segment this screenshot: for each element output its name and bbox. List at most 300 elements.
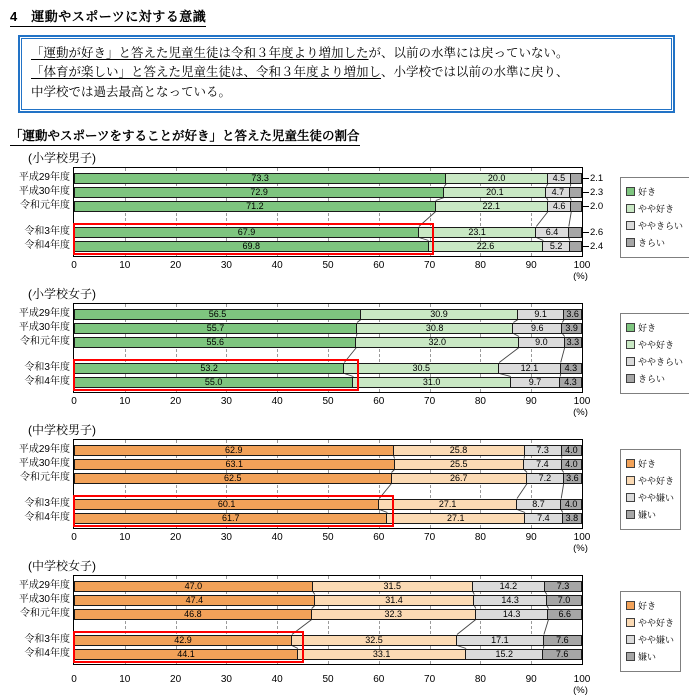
bar-row-令和元年度 bbox=[74, 607, 582, 621]
axis-unit-label: (%) bbox=[573, 271, 588, 283]
segment-dislike bbox=[561, 363, 582, 374]
leader-line bbox=[583, 192, 589, 193]
category-labels bbox=[6, 575, 73, 661]
category-label: 令和3年度 bbox=[24, 226, 70, 238]
segment-value: 30.8 bbox=[425, 322, 444, 333]
legend-elementary-boys bbox=[620, 177, 689, 258]
outside-labels bbox=[583, 439, 619, 443]
legend-swatch-somewhat-dislike bbox=[626, 493, 635, 502]
axis-tick-80: 80 bbox=[474, 674, 486, 686]
category-label: 令和4年度 bbox=[24, 240, 70, 252]
segment-somewhat-like bbox=[419, 227, 536, 238]
category-label: 令和4年度 bbox=[24, 376, 70, 388]
segment-like bbox=[74, 581, 313, 592]
segment-somewhat-like bbox=[315, 595, 475, 606]
axis-tick-70: 70 bbox=[424, 260, 436, 272]
axis-tick-0: 0 bbox=[71, 260, 77, 272]
segment-value: 32.0 bbox=[428, 336, 446, 347]
legend-item-somewhat-like bbox=[626, 474, 674, 487]
legend-swatch-like bbox=[626, 323, 635, 332]
segment-value: 33.1 bbox=[372, 648, 391, 659]
x-axis-junior-high-girls bbox=[71, 672, 591, 696]
axis-tick-80: 80 bbox=[474, 532, 486, 544]
category-label: 令和元年度 bbox=[20, 472, 70, 484]
segment-value: 31.5 bbox=[383, 580, 402, 591]
legend-swatch-somewhat-dislike bbox=[626, 357, 635, 366]
legend-swatch-somewhat-dislike bbox=[626, 221, 635, 230]
segment-dislike bbox=[547, 595, 582, 606]
segment-dislike bbox=[544, 635, 582, 646]
chart-elementary-girls bbox=[6, 285, 689, 418]
axis-tick-20: 20 bbox=[170, 532, 182, 544]
outside-labels bbox=[583, 303, 619, 307]
highlight-box bbox=[73, 631, 304, 663]
category-label: 令和元年度 bbox=[20, 336, 70, 348]
category-labels bbox=[6, 167, 73, 253]
outside-labels bbox=[583, 575, 619, 579]
legend-swatch-somewhat-like bbox=[626, 618, 635, 627]
bar-row-令和元年度 bbox=[74, 335, 582, 349]
highlight-box bbox=[73, 495, 394, 527]
category-label: 平成30年度 bbox=[18, 594, 70, 606]
segment-dislike bbox=[562, 445, 582, 456]
legend-label-somewhat-like: やや好き bbox=[638, 476, 675, 487]
leader-line bbox=[583, 232, 589, 233]
category-label: 平成30年度 bbox=[18, 322, 70, 334]
segment-value: 27.1 bbox=[438, 498, 457, 509]
legend-item-somewhat-like bbox=[626, 616, 674, 629]
segment-like bbox=[74, 595, 315, 606]
section-heading: 「運動やスポーツをすることが好き」と答えた児童生徒の割合 bbox=[10, 126, 360, 146]
legend-swatch-somewhat-like bbox=[626, 476, 635, 485]
stacked-bar bbox=[74, 337, 582, 348]
chart-title-elementary-girls: (小学校女子) bbox=[28, 287, 96, 302]
segment-somewhat-dislike bbox=[519, 337, 565, 348]
legend-swatch-like bbox=[626, 459, 635, 468]
category-label: 令和元年度 bbox=[20, 200, 70, 212]
segment-somewhat-like bbox=[392, 473, 528, 484]
legend-label-like: 好き bbox=[638, 459, 657, 470]
segment-value: 7.3 bbox=[556, 580, 570, 591]
axis-tick-70: 70 bbox=[424, 396, 436, 408]
legend-swatch-like bbox=[626, 187, 635, 196]
legend-column bbox=[619, 439, 689, 530]
legend-item-somewhat-dislike bbox=[626, 633, 674, 646]
plot-area-junior-high-girls bbox=[73, 575, 583, 665]
segment-value: 47.4 bbox=[185, 594, 204, 605]
legend-swatch-dislike bbox=[626, 652, 635, 661]
segment-somewhat-like bbox=[436, 201, 548, 212]
legend-item-like bbox=[626, 185, 683, 198]
segment-somewhat-like bbox=[429, 241, 544, 252]
outside-value: 2.1 bbox=[590, 172, 604, 184]
axis-tick-20: 20 bbox=[170, 674, 182, 686]
outside-value: 2.6 bbox=[590, 226, 604, 238]
segment-like bbox=[74, 473, 392, 484]
bar-row-令和元年度 bbox=[74, 199, 582, 213]
segment-somewhat-like bbox=[292, 635, 457, 646]
segment-somewhat-like bbox=[444, 187, 546, 198]
segment-dislike bbox=[569, 227, 582, 238]
outside-label-item bbox=[583, 199, 619, 213]
axis-tick-10: 10 bbox=[119, 396, 131, 408]
summary-text bbox=[31, 44, 662, 102]
segment-somewhat-like bbox=[356, 337, 519, 348]
segment-value: 7.6 bbox=[555, 648, 569, 659]
stacked-bar bbox=[74, 187, 582, 198]
legend-label-somewhat-like: やや好き bbox=[638, 618, 675, 629]
axis-tick-90: 90 bbox=[525, 396, 537, 408]
bar-row-令和元年度 bbox=[74, 471, 582, 485]
legend-label-like: 好き bbox=[638, 187, 657, 198]
segment-somewhat-like bbox=[298, 649, 466, 660]
segment-value: 56.5 bbox=[208, 308, 227, 319]
summary-underlined-run: 「体育が楽しい」と答えた児童生徒は、令和３年度より増加し bbox=[31, 65, 382, 80]
legend-item-somewhat-like bbox=[626, 338, 683, 351]
axis-tick-0: 0 bbox=[71, 674, 77, 686]
category-label: 令和4年度 bbox=[24, 512, 70, 524]
axis-unit-label: (%) bbox=[573, 543, 588, 555]
axis-tick-70: 70 bbox=[424, 532, 436, 544]
segment-somewhat-dislike bbox=[536, 227, 569, 238]
legend-swatch-dislike bbox=[626, 374, 635, 383]
segment-value: 32.5 bbox=[365, 634, 383, 645]
segment-value: 23.1 bbox=[468, 226, 486, 237]
gap-spacer bbox=[583, 213, 619, 225]
segment-somewhat-like bbox=[394, 445, 525, 456]
axis-tick-60: 60 bbox=[373, 532, 385, 544]
segment-value: 4.5 bbox=[552, 172, 566, 183]
axis-tick-100: 100 bbox=[573, 532, 591, 544]
segment-value: 6.4 bbox=[545, 226, 559, 237]
axis-tick-100: 100 bbox=[573, 396, 591, 408]
legend-item-dislike bbox=[626, 372, 683, 385]
axis-tick-50: 50 bbox=[322, 260, 334, 272]
axis-tick-20: 20 bbox=[170, 396, 182, 408]
segment-value: 14.2 bbox=[499, 580, 518, 591]
segment-value: 53.2 bbox=[200, 362, 218, 373]
segment-value: 4.7 bbox=[551, 186, 565, 197]
outside-label-item bbox=[583, 239, 619, 253]
gap-spacer bbox=[6, 213, 73, 225]
plot-area-elementary-boys bbox=[73, 167, 583, 257]
segment-somewhat-like bbox=[313, 581, 473, 592]
leader-line bbox=[583, 206, 589, 207]
segment-like bbox=[74, 323, 357, 334]
legend-label-somewhat-dislike: ややきらい bbox=[638, 357, 684, 368]
segment-somewhat-dislike bbox=[548, 201, 571, 212]
segment-like bbox=[74, 337, 356, 348]
segment-value: 15.2 bbox=[495, 648, 514, 659]
segment-value: 3.6 bbox=[566, 472, 579, 483]
axis-unit-label: (%) bbox=[573, 407, 588, 419]
segment-dislike bbox=[564, 309, 582, 320]
segment-value: 7.4 bbox=[537, 512, 550, 523]
segment-value: 7.6 bbox=[556, 634, 569, 645]
leader-line bbox=[583, 246, 589, 247]
x-axis-elementary-boys bbox=[71, 258, 591, 283]
chart-title-junior-high-boys: (中学校男子) bbox=[28, 423, 96, 438]
segment-value: 7.2 bbox=[538, 472, 552, 483]
stacked-bar bbox=[74, 581, 582, 592]
segment-value: 4.3 bbox=[564, 376, 577, 387]
category-label: 令和3年度 bbox=[24, 634, 70, 646]
segment-value: 31.4 bbox=[385, 594, 403, 605]
segment-somewhat-like bbox=[312, 609, 476, 620]
legend-label-somewhat-dislike: ややきらい bbox=[638, 221, 684, 232]
segment-value: 22.6 bbox=[476, 240, 495, 251]
x-axis-junior-high-boys bbox=[71, 530, 591, 555]
axis-tick-80: 80 bbox=[474, 396, 486, 408]
axis-tick-100: 100 bbox=[573, 260, 591, 272]
axis-tick-50: 50 bbox=[322, 396, 334, 408]
segment-somewhat-dislike bbox=[499, 363, 560, 374]
stacked-bar bbox=[74, 445, 582, 456]
segment-dislike bbox=[560, 377, 582, 388]
segment-somewhat-dislike bbox=[517, 499, 561, 510]
segment-value: 9.1 bbox=[534, 308, 547, 319]
segment-value: 22.1 bbox=[482, 200, 501, 211]
plot-area-elementary-girls bbox=[73, 303, 583, 393]
summary-underlined-run: 「運動が好き」と答えた児童生徒は令和３年度より増加した bbox=[31, 46, 369, 60]
segment-value: 71.2 bbox=[246, 200, 264, 211]
bar-row-平成29年度 bbox=[74, 171, 582, 185]
legend-label-like: 好き bbox=[638, 601, 657, 612]
summary-text-run: 、小学校では以前の水準に戻り、 bbox=[381, 65, 569, 80]
segment-value: 8.7 bbox=[532, 498, 545, 509]
legend-label-dislike: きらい bbox=[638, 374, 666, 385]
segment-dislike bbox=[564, 473, 582, 484]
page-title: 4 運動やスポーツに対する意識 bbox=[10, 6, 206, 27]
chart-junior-high-boys bbox=[6, 421, 689, 554]
summary-text-run: 中学校では過去最高となっている。 bbox=[31, 84, 232, 99]
segment-value: 14.3 bbox=[502, 608, 521, 619]
category-label: 平成29年度 bbox=[18, 172, 70, 184]
outside-label-item bbox=[583, 225, 619, 239]
highlight-box bbox=[73, 223, 434, 255]
legend-swatch-dislike bbox=[626, 510, 635, 519]
segment-value: 72.9 bbox=[250, 186, 268, 197]
axis-tick-90: 90 bbox=[525, 532, 537, 544]
segment-somewhat-like bbox=[357, 323, 513, 334]
chart-body-elementary-boys bbox=[6, 167, 689, 258]
legend-label-somewhat-like: やや好き bbox=[638, 340, 675, 351]
legend-column bbox=[619, 303, 689, 394]
segment-value: 55.6 bbox=[206, 336, 224, 347]
axis-tick-70: 70 bbox=[424, 674, 436, 686]
segment-dislike bbox=[562, 459, 582, 470]
segment-value: 61.7 bbox=[221, 512, 240, 523]
segment-value: 27.1 bbox=[446, 512, 465, 523]
segment-dislike bbox=[543, 649, 582, 660]
legend-label-dislike: 嫌い bbox=[638, 510, 657, 521]
legend-item-like bbox=[626, 457, 674, 470]
summary-box bbox=[18, 35, 675, 113]
segment-value: 25.8 bbox=[449, 444, 468, 455]
chart-title-junior-high-girls: (中学校女子) bbox=[28, 559, 96, 574]
segment-value: 20.0 bbox=[487, 172, 506, 183]
segment-like bbox=[74, 609, 312, 620]
legend-label-somewhat-dislike: やや嫌い bbox=[638, 493, 675, 504]
chart-body-junior-high-boys bbox=[6, 439, 689, 530]
segment-somewhat-like bbox=[395, 459, 525, 470]
leader-line bbox=[583, 178, 589, 179]
segment-value: 4.0 bbox=[565, 444, 578, 455]
segment-value: 30.9 bbox=[430, 308, 448, 319]
segment-value: 3.3 bbox=[566, 336, 580, 347]
category-label: 平成30年度 bbox=[18, 186, 70, 198]
segment-value: 62.5 bbox=[223, 472, 242, 483]
segment-value: 4.3 bbox=[564, 362, 578, 373]
segment-somewhat-dislike bbox=[518, 309, 564, 320]
segment-somewhat-like bbox=[344, 363, 499, 374]
axis-tick-20: 20 bbox=[170, 260, 182, 272]
summary-box-inner bbox=[21, 38, 672, 110]
legend-column bbox=[619, 575, 689, 672]
segment-dislike bbox=[565, 337, 582, 348]
chart-body-junior-high-girls bbox=[6, 575, 689, 672]
segment-value: 30.5 bbox=[412, 362, 430, 373]
segment-value: 3.9 bbox=[565, 322, 578, 333]
segment-value: 7.3 bbox=[536, 444, 549, 455]
axis-tick-60: 60 bbox=[373, 396, 385, 408]
legend-item-somewhat-dislike bbox=[626, 491, 674, 504]
stacked-bar bbox=[74, 323, 582, 334]
legend-item-dislike bbox=[626, 650, 674, 663]
axis-tick-40: 40 bbox=[271, 674, 283, 686]
axis-tick-0: 0 bbox=[71, 532, 77, 544]
segment-value: 55.0 bbox=[204, 376, 223, 387]
axis-tick-30: 30 bbox=[220, 260, 232, 272]
segment-somewhat-dislike bbox=[476, 609, 549, 620]
segment-value: 32.3 bbox=[384, 608, 403, 619]
legend-junior-high-girls bbox=[620, 591, 681, 672]
segment-value: 25.5 bbox=[450, 458, 468, 469]
segment-value: 31.0 bbox=[422, 376, 441, 387]
segment-value: 42.9 bbox=[174, 634, 192, 645]
segment-value: 69.8 bbox=[242, 240, 261, 251]
axis-tick-30: 30 bbox=[220, 396, 232, 408]
segment-somewhat-like bbox=[446, 173, 548, 184]
segment-somewhat-dislike bbox=[457, 635, 544, 646]
outside-label-item bbox=[583, 185, 619, 199]
legend-label-like: 好き bbox=[638, 323, 657, 334]
segment-dislike bbox=[571, 173, 582, 184]
axis-tick-10: 10 bbox=[119, 674, 131, 686]
axis-tick-40: 40 bbox=[271, 532, 283, 544]
segment-value: 60.1 bbox=[217, 498, 236, 509]
segment-value: 67.9 bbox=[237, 226, 256, 237]
segment-like bbox=[74, 445, 394, 456]
segment-like bbox=[74, 187, 444, 198]
segment-dislike bbox=[562, 323, 582, 334]
category-label: 平成30年度 bbox=[18, 458, 70, 470]
bar-row-平成30年度 bbox=[74, 321, 582, 335]
stacked-bar bbox=[74, 595, 582, 606]
segment-value: 73.3 bbox=[251, 172, 269, 183]
category-label: 令和4年度 bbox=[24, 648, 70, 660]
segment-somewhat-dislike bbox=[527, 473, 564, 484]
segment-value: 3.6 bbox=[566, 308, 579, 319]
segment-dislike bbox=[545, 581, 582, 592]
axis-tick-10: 10 bbox=[119, 532, 131, 544]
segment-value: 7.4 bbox=[536, 458, 549, 469]
segment-dislike bbox=[570, 241, 582, 252]
legend-label-dislike: きらい bbox=[638, 238, 666, 249]
segment-value: 26.7 bbox=[450, 472, 468, 483]
segment-somewhat-like bbox=[387, 513, 525, 524]
legend-swatch-dislike bbox=[626, 238, 635, 247]
chart-body-elementary-girls bbox=[6, 303, 689, 394]
segment-somewhat-dislike bbox=[473, 581, 545, 592]
segment-value: 62.9 bbox=[225, 444, 243, 455]
segment-value: 4.6 bbox=[552, 200, 566, 211]
axis-tick-30: 30 bbox=[220, 674, 232, 686]
segment-somewhat-dislike bbox=[474, 595, 547, 606]
bar-row-平成29年度 bbox=[74, 579, 582, 593]
segment-value: 4.0 bbox=[564, 498, 578, 509]
segment-somewhat-like bbox=[353, 377, 510, 388]
segment-dislike bbox=[563, 513, 582, 524]
legend-column bbox=[619, 167, 689, 258]
segment-value: 3.8 bbox=[565, 512, 579, 523]
stacked-bar bbox=[74, 173, 582, 184]
axis-tick-50: 50 bbox=[322, 674, 334, 686]
axis-tick-100: 100 bbox=[573, 674, 591, 686]
segment-value: 63.1 bbox=[225, 458, 244, 469]
segment-somewhat-dislike bbox=[511, 377, 560, 388]
outside-value: 2.0 bbox=[590, 200, 604, 212]
category-label: 平成29年度 bbox=[18, 308, 70, 320]
stacked-bar bbox=[74, 201, 582, 212]
legend-item-somewhat-dislike bbox=[626, 219, 683, 232]
bar-row-平成29年度 bbox=[74, 307, 582, 321]
axis-unit-label: (%) bbox=[573, 685, 588, 696]
segment-value: 9.7 bbox=[528, 376, 542, 387]
legend-label-somewhat-like: やや好き bbox=[638, 204, 675, 215]
segment-dislike bbox=[570, 187, 582, 198]
gap-spacer bbox=[6, 621, 73, 633]
segment-value: 5.2 bbox=[549, 240, 563, 251]
legend-swatch-somewhat-dislike bbox=[626, 635, 635, 644]
segment-value: 6.6 bbox=[558, 608, 571, 619]
axis-tick-80: 80 bbox=[474, 260, 486, 272]
category-labels bbox=[6, 303, 73, 389]
category-label: 令和3年度 bbox=[24, 362, 70, 374]
stacked-bar bbox=[74, 609, 582, 620]
axis-tick-50: 50 bbox=[322, 532, 334, 544]
segment-value: 9.0 bbox=[535, 336, 548, 347]
legend-item-somewhat-dislike bbox=[626, 355, 683, 368]
section-heading-row bbox=[10, 126, 689, 146]
outside-label-item bbox=[583, 171, 619, 185]
bar-row-平成30年度 bbox=[74, 457, 582, 471]
axis-tick-40: 40 bbox=[271, 396, 283, 408]
segment-value: 4.0 bbox=[565, 458, 578, 469]
segment-dislike bbox=[561, 499, 582, 510]
legend-swatch-somewhat-like bbox=[626, 204, 635, 213]
bar-row-平成30年度 bbox=[74, 185, 582, 199]
axis-tick-60: 60 bbox=[373, 260, 385, 272]
category-label: 令和3年度 bbox=[24, 498, 70, 510]
gap-spacer bbox=[6, 349, 73, 361]
legend-item-somewhat-like bbox=[626, 202, 683, 215]
axis-tick-90: 90 bbox=[525, 260, 537, 272]
segment-value: 46.8 bbox=[184, 608, 202, 619]
segment-somewhat-dislike bbox=[524, 459, 562, 470]
legend-item-like bbox=[626, 599, 674, 612]
bar-row-平成30年度 bbox=[74, 593, 582, 607]
